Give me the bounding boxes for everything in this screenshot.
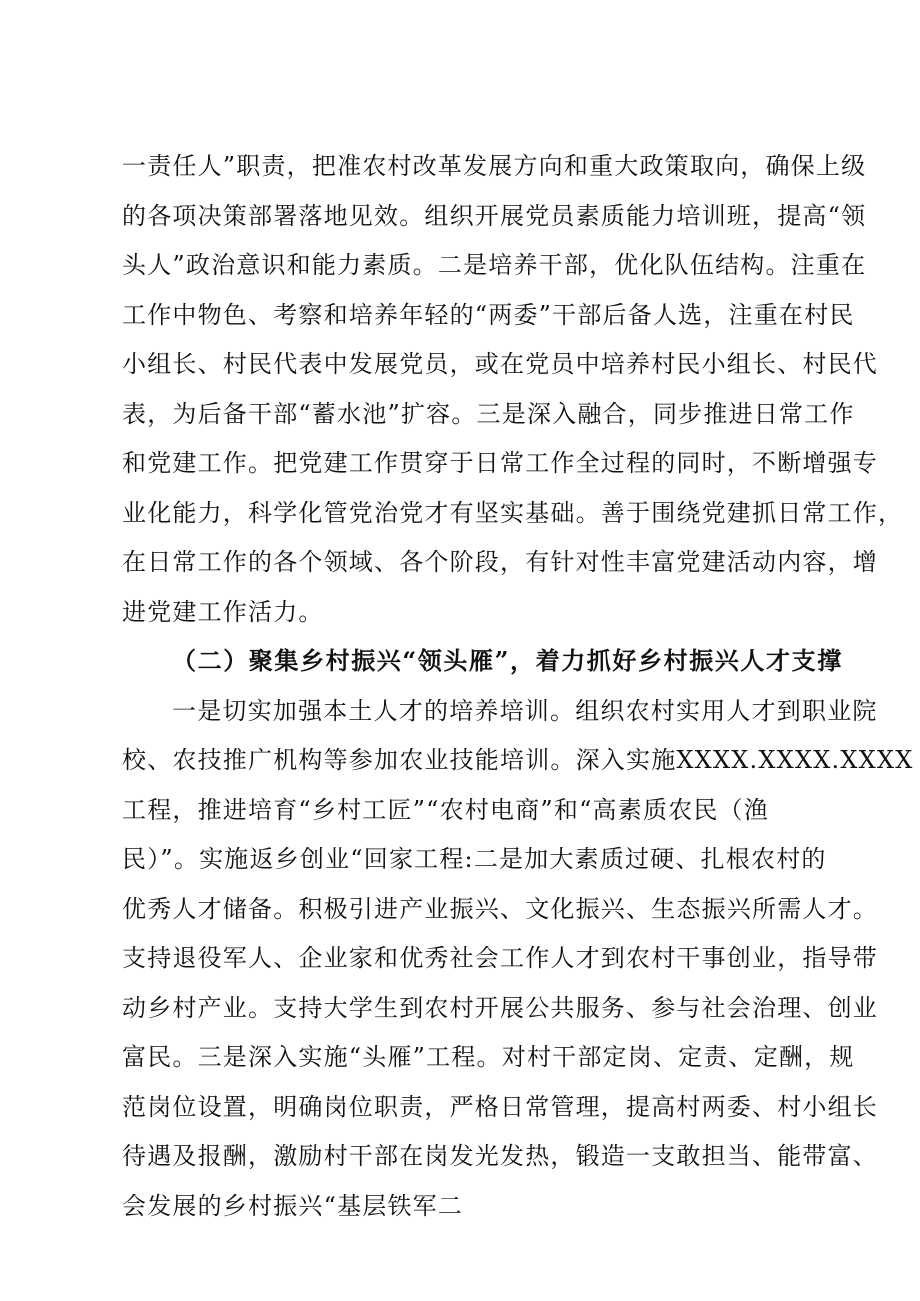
paragraph-line: 工作中物色、考察和培养年轻的“两委”干部后备人选，注重在村民: [122, 300, 855, 329]
paragraph-line: 和党建工作。把党建工作贯穿于日常工作全过程的同时，不断增强专: [122, 449, 878, 477]
paragraph-line: 进党建工作活力。: [122, 597, 324, 626]
paragraph-line: 动乡村产业。支持大学生到农村开展公共服务、参与社会治理、创业: [122, 993, 878, 1022]
paragraph-line: 一是切实加强本土人才的培养培训。组织农村实用人才到职业院: [172, 696, 878, 725]
paragraph-line: 富民。三是深入实施“头雁”工程。对村干部定岗、定责、定酬，规: [122, 1043, 855, 1071]
paragraph-line: 的各项决策部署落地见效。组织开展党员素质能力培训班，提高“领: [122, 201, 867, 230]
paragraph-line: 一责任人”职责，把准农村改革发展方向和重大政策取向，确保上级: [122, 152, 867, 180]
paragraph-line: 在日常工作的各个领域、各个阶段，有针对性丰富党建活动内容，增: [122, 548, 878, 576]
paragraph-line: 支持退役军人、企业家和优秀社会工作人才到农村干事创业，指导带: [122, 944, 878, 972]
paragraph-line: 优秀人才储备。积极引进产业振兴、文化振兴、生态振兴所需人才。: [122, 894, 878, 923]
paragraph-line: 头人”政治意识和能力素质。二是培养干部，优化队伍结构。注重在: [122, 251, 867, 279]
paragraph-line: 工程，推进培育“乡村工匠”“农村电商”和“高素质农民（渔: [122, 795, 769, 824]
paragraph-line: 待遇及报酬，激励村干部在岗发光发热，锻造一支敢担当、能带富、: [122, 1142, 878, 1170]
paragraph-line: 校、农技推广机构等参加农业技能培训。深入实施XXXX.XXXX.XXXX: [122, 746, 914, 774]
section-heading: （二）聚集乡村振兴“领头雁”，着力抓好乡村振兴人才支撑: [172, 646, 843, 675]
paragraph-line: 表，为后备干部“蓄水池”扩容。三是深入融合，同步推进日常工作: [122, 399, 855, 428]
paragraph-line: 业化能力，科学化管党治党才有坚实基础。善于围绕党建抓日常工作，: [122, 498, 904, 527]
paragraph-line: 小组长、村民代表中发展党员，或在党员中培养村民小组长、村民代: [122, 350, 878, 378]
paragraph-line: 范岗位设置，明确岗位职责，严格日常管理，提高村两委、村小组长: [122, 1092, 878, 1121]
paragraph-line: 会发展的乡村振兴“基层铁军二: [122, 1191, 464, 1220]
paragraph-line: 民）”。实施返乡创业“回家工程:二是加大素质过硬、扎根农村的: [122, 845, 827, 873]
